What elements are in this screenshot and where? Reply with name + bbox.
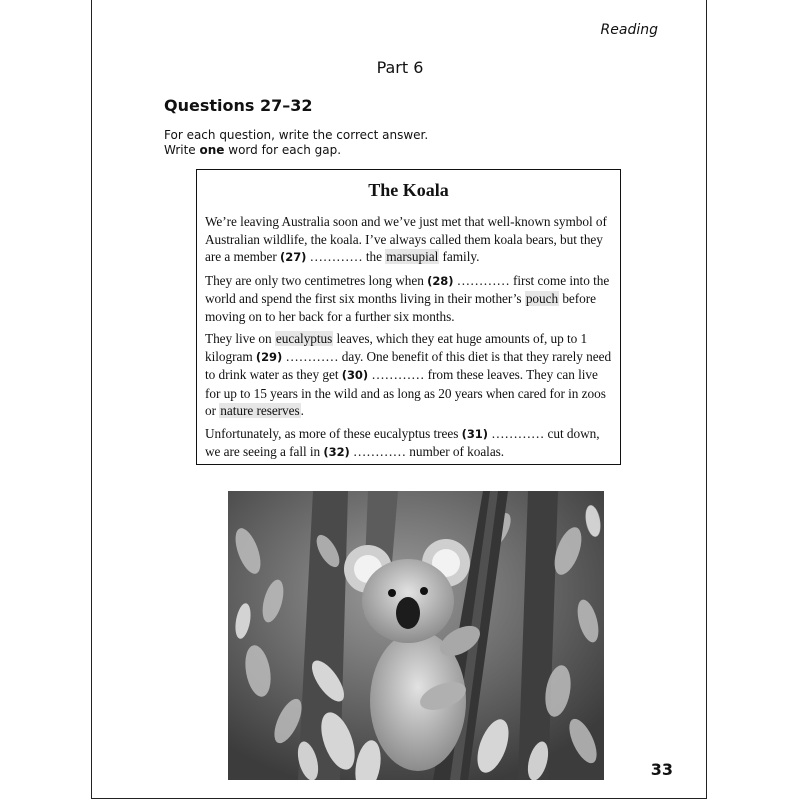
question-32-marker: (32) [323, 445, 350, 459]
instruction-line-2: Write one word for each gap. [164, 143, 342, 157]
reading-text-box [196, 169, 621, 465]
paragraph-2: They are only two centimetres long when (28) ………… first come into the world and spend the first six months living in their mother’s pouch before moving on to her back for a further six months. [205, 272, 610, 324]
question-29-marker: (29) [255, 349, 283, 364]
highlight-pouch: pouch [525, 291, 559, 306]
question-28-marker: (28) [427, 273, 454, 288]
question-31-marker: (31) [461, 426, 488, 441]
page-number: 33 [650, 760, 673, 779]
koala-photo-illustration [228, 491, 604, 780]
highlight-eucalyptus: eucalyptus [275, 331, 333, 346]
questions-title: Questions 27–32 [164, 96, 313, 115]
question-30-marker: (30) [341, 368, 369, 382]
paragraph-1: We’re leaving Australia soon and we’ve just met that well-known symbol of Australian wildlife, the koala. I’ve always called them koala bears, but they are a member (27) ………… the marsupial family. [205, 214, 607, 264]
highlight-marsupial: marsupial [386, 249, 439, 264]
part-title: Part 6 [376, 58, 424, 77]
highlight-nature-reserves: nature reserves [220, 403, 300, 418]
paragraph-3: They live on eucalyptus leaves, which they eat huge amounts of, up to 1 kilogram (29) ………… day. One benefit of this diet is that they rarely need to drink water as they get (30) ………… from these leaves. They can live for up to 15 years in the wild and as long as 20 years when cared for in zoos or nature reserves. [205, 331, 612, 418]
text-title: The Koala [368, 180, 449, 200]
koala-photo [228, 491, 604, 780]
emphasis-one: one [199, 143, 225, 157]
instruction-line-1: For each question, write the correct answer. [164, 128, 429, 142]
paragraph-4: Unfortunately, as more of these eucalyptus trees (31) ………… cut down, we are seeing a fall in (32) ………… number of koalas. [205, 425, 600, 459]
question-27-marker: (27) [280, 250, 307, 264]
section-label: Reading [600, 22, 658, 38]
instructions [164, 128, 428, 158]
